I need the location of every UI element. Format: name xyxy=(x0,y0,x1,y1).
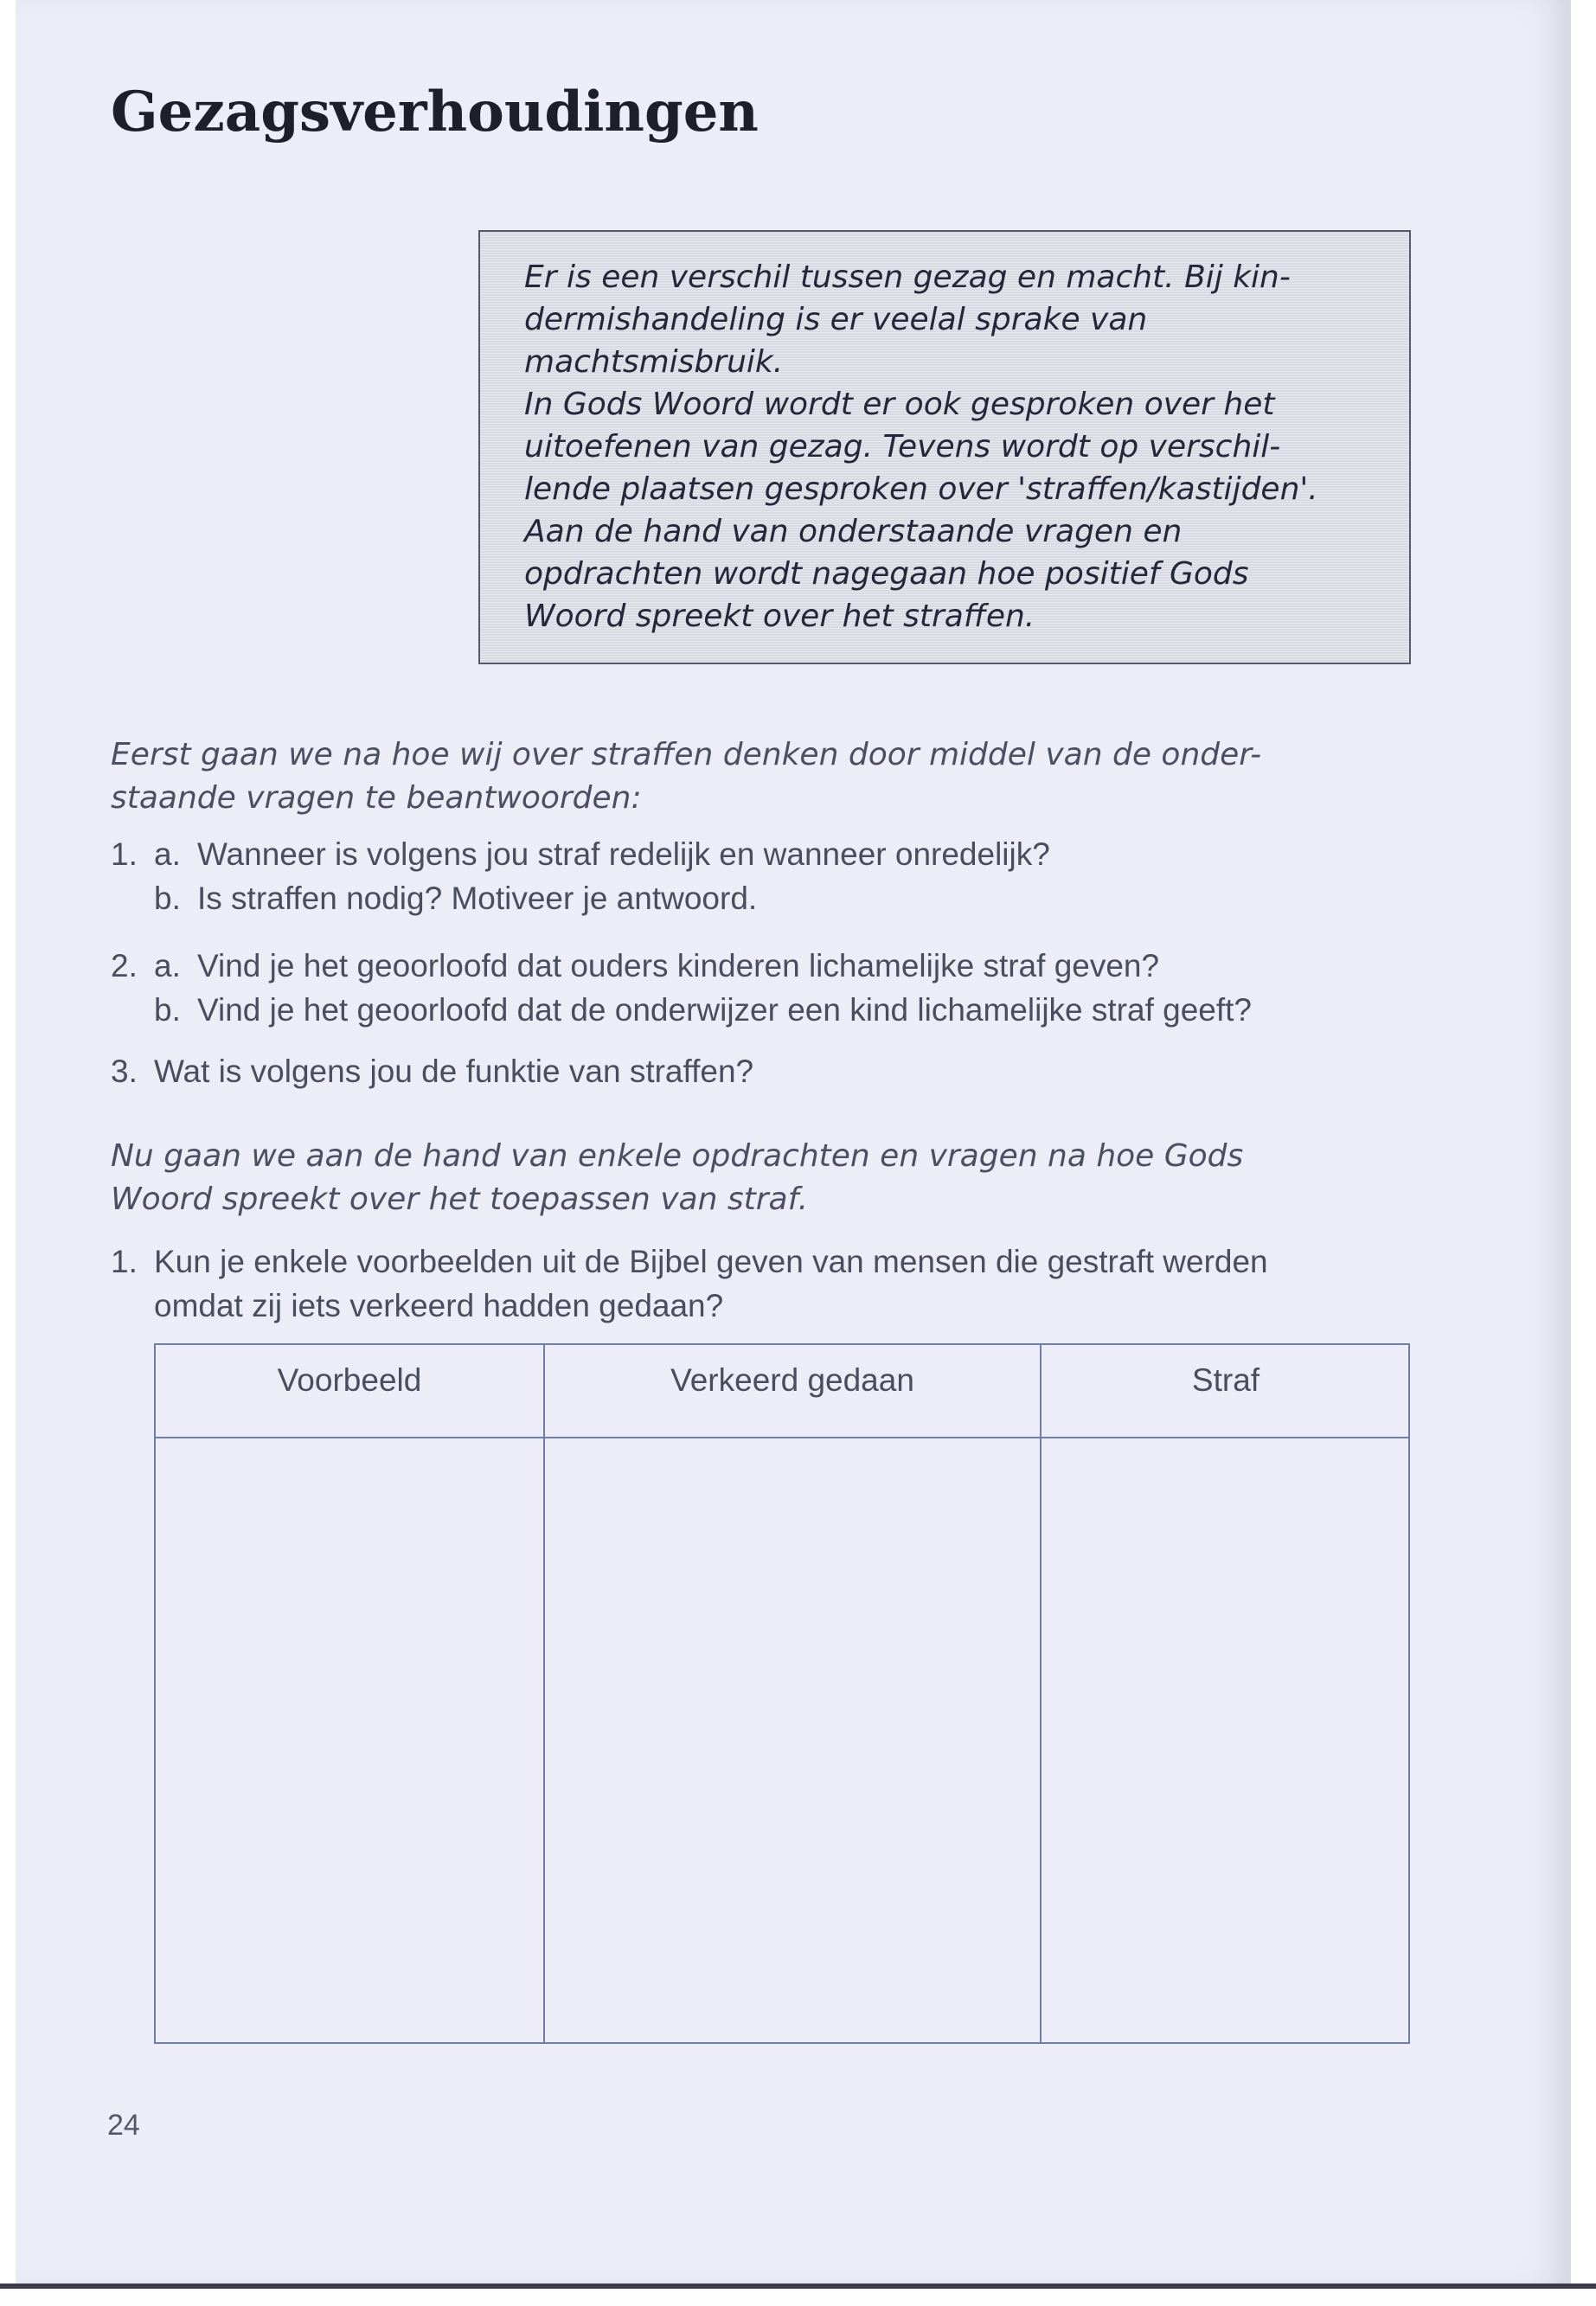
intro-text xyxy=(524,256,1389,637)
question-number: 3. xyxy=(111,1054,138,1089)
question-number: 1. xyxy=(111,836,138,872)
table-header-divider xyxy=(156,1437,1408,1438)
question-text: Vind je het geoorloofd dat ouders kinderen lichamelijke straf geven? xyxy=(197,948,1160,983)
page-bottom-edge xyxy=(0,2284,1596,2306)
question-text: omdat zij iets verkeerd hadden gedaan? xyxy=(154,1288,724,1323)
question-3 xyxy=(111,1049,753,1093)
page-number: 24 xyxy=(107,2109,140,2142)
question-sub-label: a. xyxy=(154,948,181,983)
question-1a xyxy=(111,832,1050,876)
section1-lead xyxy=(111,733,1408,820)
intro-line: machtsmisbruik. xyxy=(524,344,784,380)
intro-line: lende plaatsen gesproken over 'straffen/kastijden'. xyxy=(524,471,1318,507)
lead-line: Woord spreekt over het toepassen van straf. xyxy=(111,1182,809,1217)
question-text: Is straffen nodig? Motiveer je antwoord. xyxy=(197,881,758,916)
question-text: Wat is volgens jou de funktie van straffen? xyxy=(154,1054,754,1089)
table-header-voorbeeld: Voorbeeld xyxy=(277,1362,422,1398)
intro-line: In Gods Woord wordt er ook gesproken over het xyxy=(524,387,1275,422)
question-1b xyxy=(154,876,757,920)
question-number: 2. xyxy=(111,948,138,983)
lead-line: Eerst gaan we na hoe wij over straffen denken door middel van de onder- xyxy=(111,737,1262,772)
lead-line: staande vragen te beantwoorden: xyxy=(111,780,642,816)
question-text: Wanneer is volgens jou straf redelijk en wanneer onredelijk? xyxy=(197,836,1050,872)
table-header-straf: Straf xyxy=(1191,1362,1260,1398)
question-2a xyxy=(111,944,1159,988)
question-sub-label: b. xyxy=(154,881,181,916)
page-title: Gezagsverhoudingen xyxy=(111,80,759,144)
intro-line: Woord spreekt over het straffen. xyxy=(524,599,1035,634)
answer-table xyxy=(154,1343,1410,2044)
table-header-verkeerd-gedaan: Verkeerd gedaan xyxy=(670,1362,914,1398)
question-sub-label: b. xyxy=(154,992,181,1028)
question-sub-label: a. xyxy=(154,836,181,872)
question-2b xyxy=(154,988,1252,1032)
intro-line: Er is een verschil tussen gezag en macht. Bij kin- xyxy=(524,259,1291,295)
lead-line: Nu gaan we aan de hand van enkele opdrachten en vragen na hoe Gods xyxy=(111,1138,1244,1174)
question-s2-1-cont xyxy=(154,1284,723,1328)
page-edge xyxy=(1568,0,1571,2284)
question-s2-1 xyxy=(111,1239,1268,1284)
question-number: 1. xyxy=(111,1244,138,1279)
question-text: Kun je enkele voorbeelden uit de Bijbel geven van mensen die gestraft werden xyxy=(154,1244,1268,1279)
table-divider xyxy=(543,1345,545,2042)
intro-line: opdrachten wordt nagegaan hoe positief Gods xyxy=(524,556,1249,592)
section2-lead xyxy=(111,1135,1408,1221)
intro-line: Aan de hand van onderstaande vragen en xyxy=(524,514,1183,549)
intro-line: uitoefenen van gezag. Tevens wordt op verschil- xyxy=(524,429,1281,464)
table-divider xyxy=(1040,1345,1042,2042)
question-text: Vind je het geoorloofd dat de onderwijzer een kind lichamelijke straf geeft? xyxy=(197,992,1253,1028)
intro-line: dermishandeling is er veelal sprake van xyxy=(524,302,1148,337)
